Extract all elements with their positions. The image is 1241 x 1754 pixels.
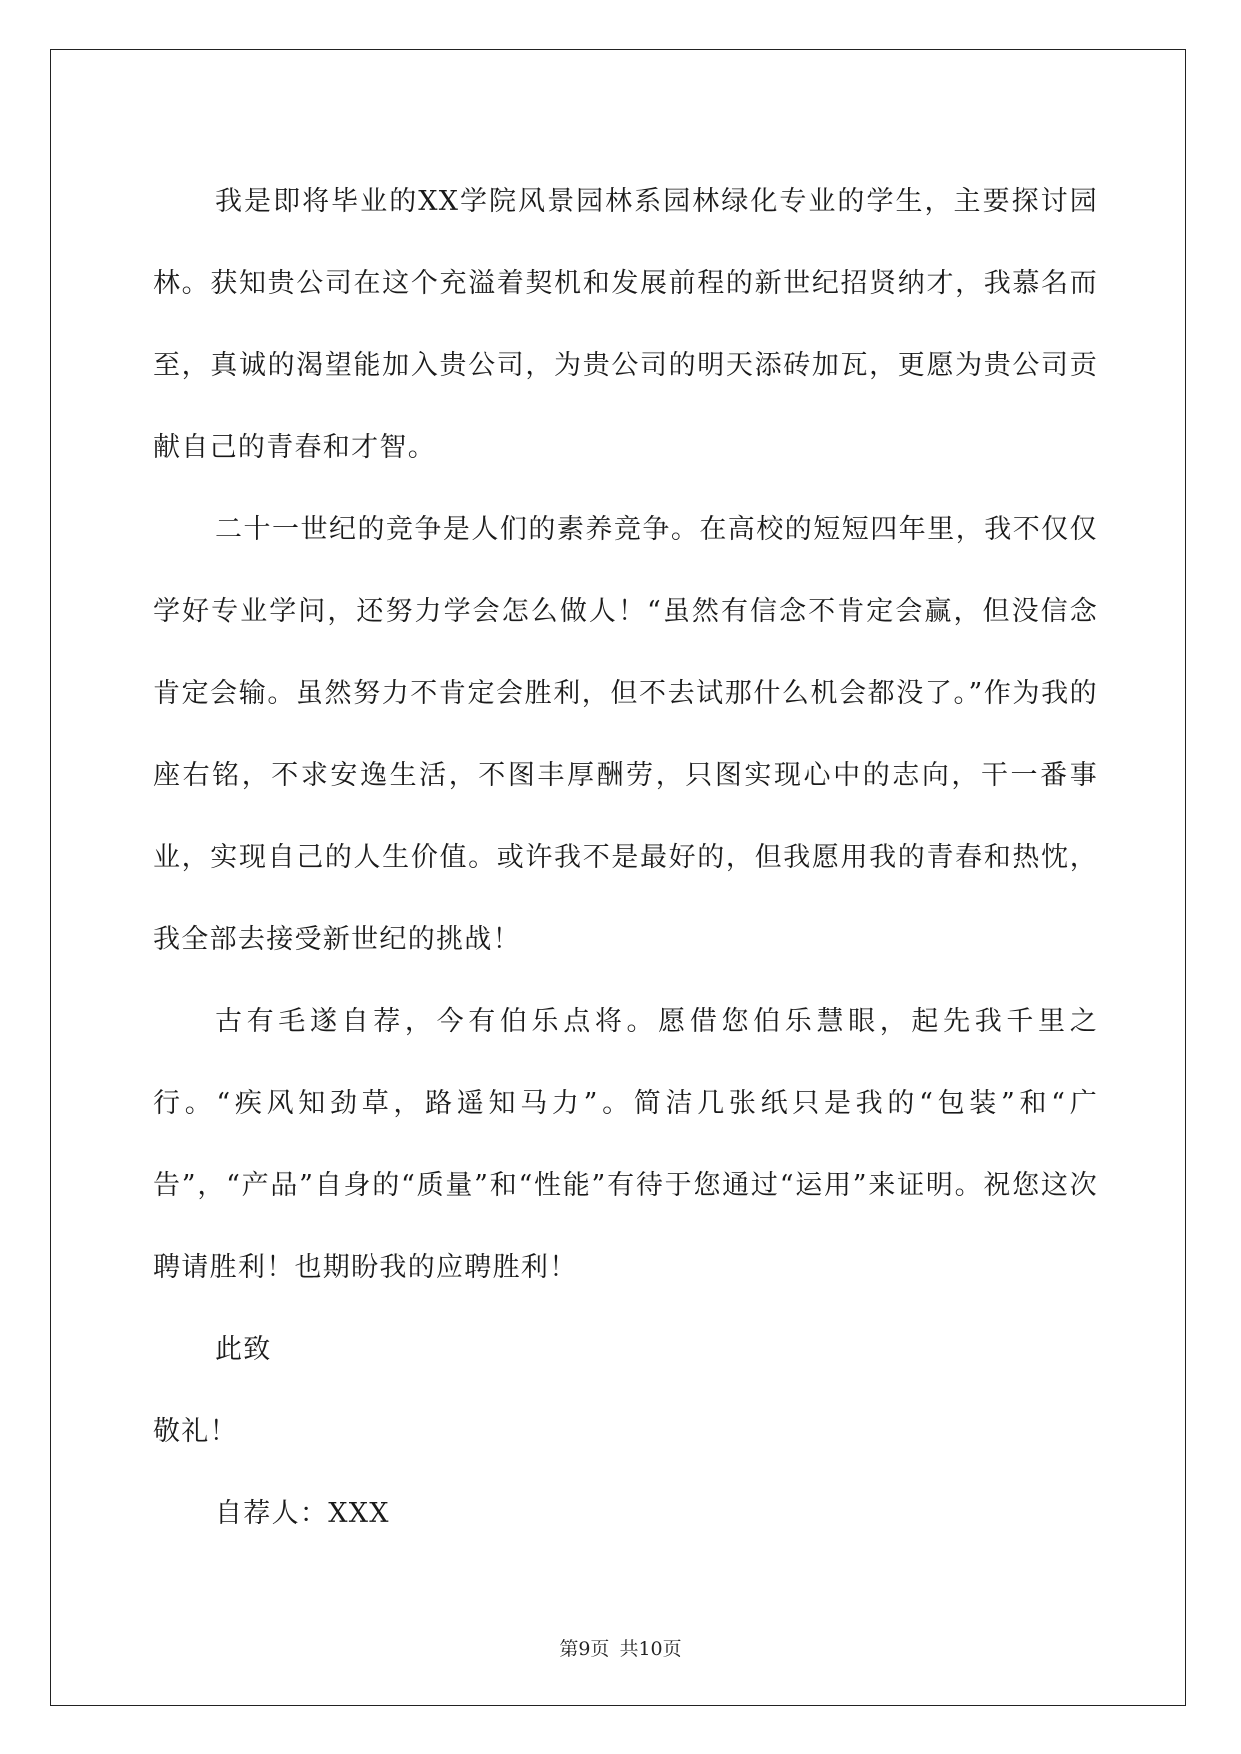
paragraph-3: 古有毛遂自荐，今有伯乐点将。愿借您伯乐慧眼，起先我千里之行。“疾风知劲草，路遥知马力”。简洁几张纸只是我的“包装”和“广告”，“产品”自身的“质量”和“性能”有待于您通过“运用”来证明。祝您这次聘请胜利！也期盼我的应聘胜利！ xyxy=(153,1006,1098,1283)
page-number: 第9页 xyxy=(559,1638,610,1660)
signature-line: 自荐人：XXX xyxy=(215,1498,390,1529)
page-total: 共10页 xyxy=(619,1638,682,1660)
paragraph-1: 我是即将毕业的XX学院风景园林系园林绿化专业的学生，主要探讨园林。获知贵公司在这个充溢着契机和发展前程的新世纪招贤纳才，我慕名而至，真诚的渴望能加入贵公司，为贵公司的明天添砖加瓦，更愿为贵公司贡献自己的青春和才智。 xyxy=(153,186,1098,463)
closing-line: 此致 xyxy=(215,1334,272,1365)
letter-body xyxy=(153,161,1098,1555)
page-footer xyxy=(0,1634,1241,1661)
salute-line: 敬礼！ xyxy=(153,1416,238,1447)
paragraph-2: 二十一世纪的竞争是人们的素养竞争。在高校的短短四年里，我不仅仅学好专业学问，还努力学会怎么做人！“虽然有信念不肯定会赢，但没信念肯定会输。虽然努力不肯定会胜利，但不去试那什么机会都没了。”作为我的座右铭，不求安逸生活，不图丰厚酬劳，只图实现心中的志向，干一番事业，实现自己的人生价值。或许我不是最好的，但我愿用我的青春和热忱，我全部去接受新世纪的挑战！ xyxy=(153,514,1098,955)
